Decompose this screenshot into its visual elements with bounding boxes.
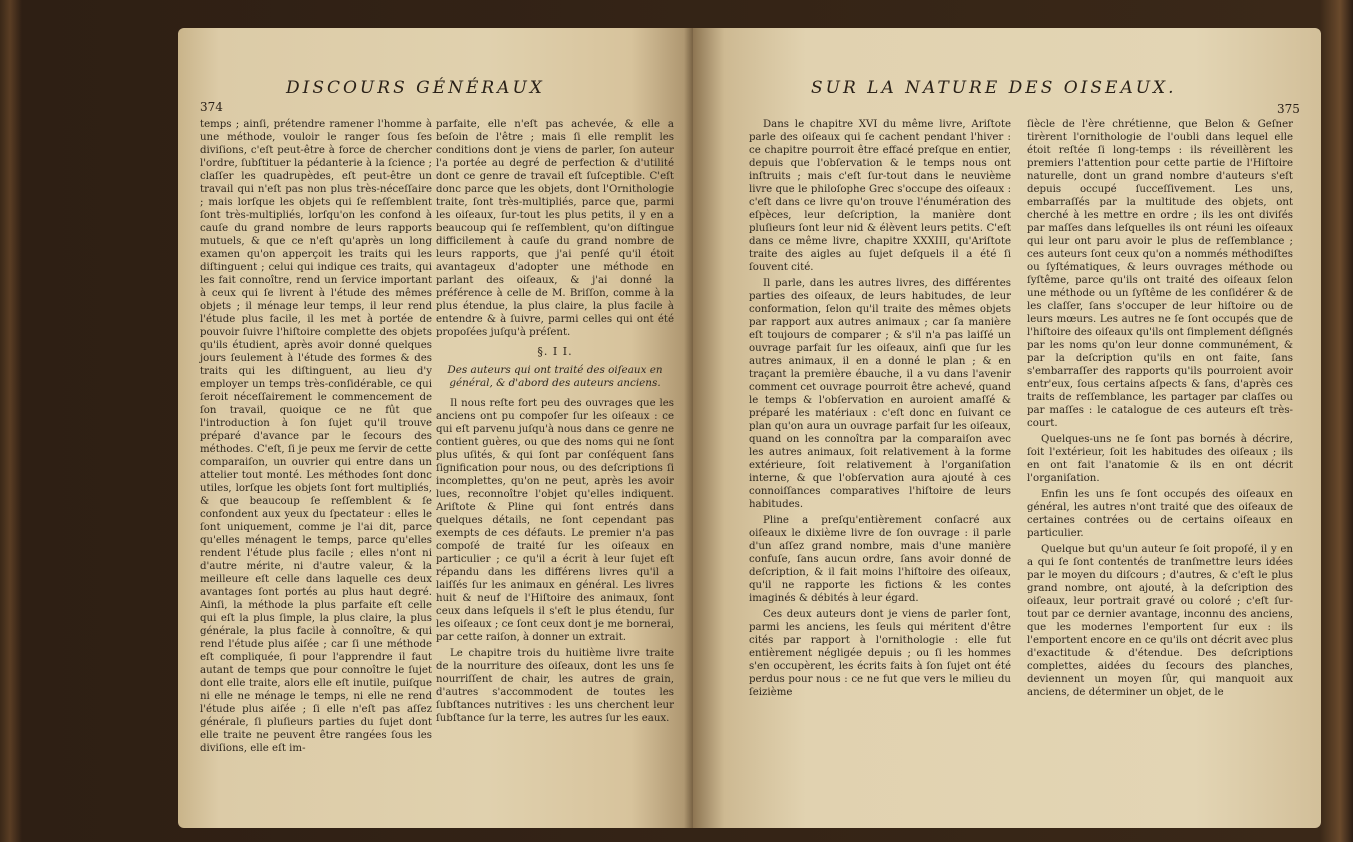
paragraph: Pline a preſqu'entièrement conſacré aux oiſeaux le dixième livre de ſon ouvrage : il parle d'un aſſez grand nombre, mais d'une manière confuſe, ſans aucun ordre, ſans avoir donné de deſcription, & il fait moins l'hiſtoire des oiſeaux, qu'il ne rapporte les fictions & les contes imaginés & débités à leur égard. <box>749 515 1011 604</box>
page-number: 375 <box>1277 102 1300 116</box>
paragraph: parfaite, elle n'eſt pas achevée, & elle a beſoin de l'être ; mais ſi elle remplit les conditions dont je viens de parler, ſon auteur l'a portée au degré de perfection & d'utilité dont ce genre de travail eſt ſuſceptible. C'eſt donc parce que les objets, dont l'Ornithologie traite, ſont très-multipliés, parce que, parmi les oiſeaux, ſur-tout les plus petits, il y en a beaucoup qui ſe reſſemblent, qu'on diſtingue difficilement à cauſe du grand nombre de leurs rapports, que j'ai penſé qu'il étoit avantageux d'adopter une méthode en parlant des oiſeaux, & j'ai donné la préférence à celle de M. Briſſon, comme à la plus étendue, la plus claire, la plus facile à entendre & à ſuivre, parmi celles qui ont été propoſées juſqu'à préſent. <box>436 119 674 338</box>
paragraph: temps ; ainſi, prétendre ramener l'homme à une méthode, vouloir le ranger ſous ſes diviſions, c'eſt peut-être à force de chercher l'ordre, ſubſtituer la pédanterie à la ſcience ; claſſer les quadrupèdes, eſt peut-être un travail qui n'eſt pas non plus très-néceſſaire ; mais lorſque les objets qui ſe reſſemblent ſont très-multipliés, lorſqu'on les confond à cauſe du grand nombre de leurs rapports mutuels, & que ce n'eſt qu'après un long examen qu'on apperçoit les traits qui les diſtinguent ; celui qui indique ces traits, qui les fait connoître, rend un ſervice important à ceux qui ſe livrent à l'étude des mêmes objets ; il ménage leur temps, il leur rend l'étude plus facile, il les met à portée de pouvoir ſuivre l'hiſtoire complette des objets qu'ils étudient, après avoir donné quelques jours ſeulement à l'étude des formes & des traits qui les diſtinguent, au lieu d'y employer un temps très-conſidérable, ce qui ſeroit néceſſairement le commencement de ſon travail, quoique ce ne fût que l'introduction à ſon ſujet qu'il trouve préparé d'avance par le ſecours des méthodes. C'eſt, ſi je peux me ſervir de cette comparaiſon, un ouvrier qui entre dans un attelier tout monté. Les méthodes ſont donc utiles, lorſque les objets ſont fort multipliés, & que beaucoup ſe reſſemblent & ſe confondent aux yeux du ſpectateur : elles le ſont uniquement, comme je l'ai dit, parce qu'elles ménagent le temps, parce qu'elles rendent l'étude plus facile ; elles n'ont ni d'autre mérite, ni d'autre valeur, & la meilleure eſt celle dans laquelle ces deux avantages ſont portés au plus haut degré. Ainſi, la méthode la plus parfaite eſt celle qui eſt la plus ſimple, la plus claire, la plus générale, la plus facile à connoître, & qui rend l'étude plus aiſée ; car ſi une méthode eſt compliquée, ſi pour l'apprendre il faut autant de temps que pour connoître le ſujet dont elle traite, alors elle eſt inutile, puiſque ni elle ne ménage le temps, ni elle ne rend l'étude plus aiſée ; ſi elle n'eſt pas aſſez générale, ſi pluſieurs parties du ſujet dont elle traite ne peuvent être rangées ſous les diviſions, elle eſt im- <box>200 119 432 754</box>
paragraph: Enfin les uns ſe ſont occupés des oiſeaux en général, les autres n'ont traité que des oiſeaux de certaines contrées ou de certains oiſeaux en particulier. <box>1027 489 1293 539</box>
paragraph: Le chapitre trois du huitième livre traite de la nourriture des oiſeaux, dont les uns ſe nourriſſent de chair, les autres de grain, d'autres s'accommodent de toutes les ſubſtances nutritives : les uns cherchent leur ſubſtance ſur la terre, les autres ſur les eaux. <box>436 648 674 724</box>
section-heading: Des auteurs qui ont traité des oiſeaux en général, & d'abord des auteurs anciens. <box>447 364 663 389</box>
text-column-1 <box>749 118 1011 702</box>
running-head: DISCOURS GÉNÉRAUX <box>286 78 545 98</box>
paragraph: Quelque but qu'un auteur ſe ſoit propoſé, il y en a qui ſe ſont contentés de tranſmettre leurs idées par le moyen du diſcours ; d'autres, & c'eſt le plus grand nombre, ont ajouté, à la deſcription des oiſeaux, leur portrait gravé ou coloré ; c'eſt ſur-tout par ce dernier avantage, inconnu des anciens, que les modernes l'emportent ſur eux : ils l'emportent encore en ce qu'ils ont décrit avec plus d'exactitude & d'étendue. Des deſcriptions complettes, aidées du ſecours des planches, deviennent un moyen ſûr, qui manquoit aux anciens, de déterminer un objet, de le <box>1027 544 1293 698</box>
text-column-2 <box>1027 118 1293 702</box>
paragraph: ſiècle de l'ère chrétienne, que Belon & Geſner tirèrent l'ornithologie de l'oubli dans lequel elle étoit reſtée ſi long-temps : ils réveillèrent les premiers l'attention pour cette partie de l'Hiſtoire naturelle, dont un grand nombre d'auteurs s'eſt depuis occupé ſucceſſivement. Les uns, embarraſſés par la multitude des objets, ont cherché à les mettre en ordre ; ils les ont diviſés par maſſes dans leſquelles ils ont réuni les oiſeaux qui leur ont paru avoir le plus de reſſemblance ; ces auteurs ſont ceux qu'on a nommés méthodiſtes ou ſyſtématiques, & leurs ouvrages méthode ou ſyſtême, parce qu'ils ont traité des oiſeaux ſelon une méthode ou un ſyſtême de les conſidérer & de les claſſer, ſans s'occuper de leur hiſtoire ou de leurs mœurs. Les autres ne ſe ſont occupés que de l'hiſtoire des oiſeaux qu'ils ont ſimplement déſignés par les noms qu'on leur donne communément, & par la deſcription qu'ils en ont faite, ſans s'embarraſſer des rapports qu'ils pourroient avoir entr'eux, ſous certains aſpects & ſans, d'après ces traits de reſſemblance, les partager par claſſes ou par maſſes : le catalogue de ces auteurs eſt très-court. <box>1027 119 1293 429</box>
section-number: §. I I. <box>537 345 573 358</box>
paragraph: Quelques-uns ne ſe ſont pas bornés à décrire, ſoit l'extérieur, ſoit les habitudes des oiſeaux ; ils en ont fait l'anatomie & ils en ont décrit l'organiſation. <box>1027 434 1293 484</box>
running-head: SUR LA NATURE DES OISEAUX. <box>811 78 1177 98</box>
paragraph: Il parle, dans les autres livres, des différentes parties des oiſeaux, de leurs habitudes, de leur conformation, ſelon qu'il traite des mêmes objets par rapport aux autres animaux ; car ſa manière eſt toujours de comparer ; & s'il n'a pas laiſſé un ouvrage parfait ſur les oiſeaux, ainſi que ſur les autres animaux, il en a donné le plan ; & en traçant la première ébauche, il a vu dans l'avenir comment cet ouvrage pourroit être achevé, quand le temps & l'obſervation en auroient amaſſé & préparé les matériaux : c'eſt donc en ſuivant ce plan qu'on aura un ouvrage parfait ſur les oiſeaux, quand on les connoîtra par la comparaiſon avec les autres animaux, ſoit relativement à la forme extérieure, ſoit relativement à l'organiſation interne, & que l'obſervation aura ajouté à ces connoiſſances comparatives l'hiſtoire de leurs habitudes. <box>749 278 1011 510</box>
paragraph: Dans le chapitre XVI du même livre, Ariſtote parle des oiſeaux qui ſe cachent pendant l'hiver : ce chapitre pourroit être effacé preſque en entier, depuis que l'obſervation & le temps nous ont inſtruits ; mais c'eſt ſur-tout dans le neuvième livre que le philoſophe Grec s'occupe des oiſeaux : c'eſt dans ce livre qu'on trouve l'énumération des eſpèces, leur deſcription, la manière dont pluſieurs ſont leur nid & élèvent leurs petits. C'eſt dans ce même livre, chapitre XXXIII, qu'Ariſtote traite des aigles au ſujet deſquels il a été ſi ſouvent cité. <box>749 119 1011 273</box>
paragraph: Il nous reſte fort peu des ouvrages que les anciens ont pu compoſer ſur les oiſeaux : ce qui eſt parvenu juſqu'à nous dans ce genre ne contient guères, ou que des noms qui ne ſont plus uſités, & qui ſont par conſéquent ſans ſignification pour nous, ou des deſcriptions ſi incomplettes, qu'on ne peut, après les avoir lues, reconnoître l'objet qu'elles indiquent. Ariſtote & Pline qui ſont entrés dans quelques détails, ne ſont cependant pas exempts de ces défauts. Le premier n'a pas compoſé de traité ſur les oiſeaux en particulier ; ce qu'il a écrit à leur ſujet eſt répandu dans les différens livres qu'il a laiſſés ſur les animaux en général. Les livres huit & neuf de l'Hiſtoire des animaux, ſont ceux dans leſquels il s'eſt le plus étendu, ſur les oiſeaux ; ce ſont ceux dont je me bornerai, par cette raiſon, à donner un extrait. <box>436 398 674 643</box>
text-column-2 <box>436 118 674 728</box>
right-page <box>693 28 1321 828</box>
text-column-1 <box>200 118 432 758</box>
paragraph: Ces deux auteurs dont je viens de parler ſont, parmi les anciens, les ſeuls qui méritent d'être cités par rapport à l'ornithologie : elle fut entièrement négligée depuis ; ou ſi les hommes s'en occupèrent, les écrits faits à ſon ſujet ont été perdus pour nous : ce ne fut que vers le milieu du ſeizième <box>749 609 1011 698</box>
page-number: 374 <box>200 100 223 114</box>
left-page <box>178 28 693 828</box>
